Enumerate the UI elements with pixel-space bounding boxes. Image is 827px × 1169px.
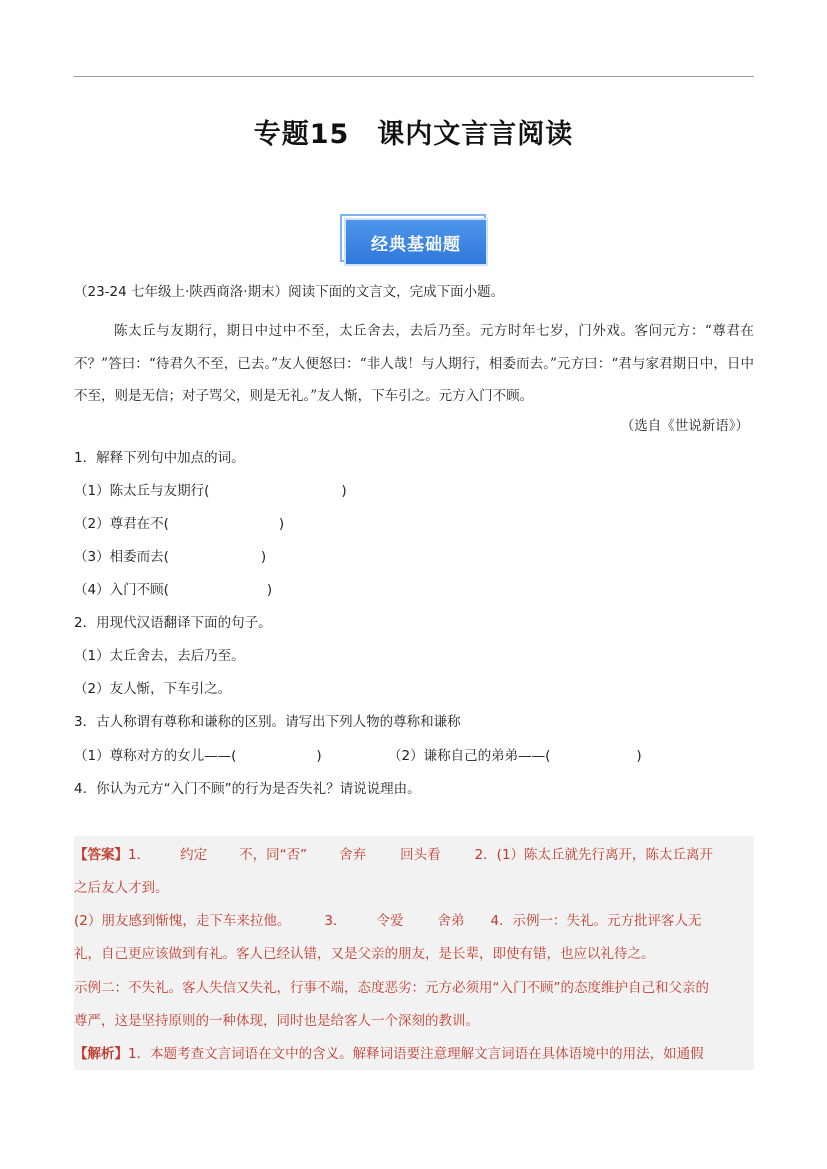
intro-text: （23-24 七年级上·陕西商洛·期末）阅读下面的文言文，完成下面小题。 (74, 284, 505, 300)
badge-label: 经典基础题 (346, 220, 486, 264)
question-1-4: （4）入门不顾( ) (74, 582, 273, 598)
page-title: 专题15 课内文言言阅读 (253, 119, 574, 150)
question-3: 3．古人称谓有尊称和谦称的区别。请写出下列人物的尊称和谦称 (74, 714, 461, 730)
answer-line-4: 礼，自己更应该做到有礼。客人已经认错，又是父亲的朋友，是长辈，即使有错，也应以礼待之。 (74, 946, 655, 962)
question-1-3: （3）相委而去( ) (74, 549, 267, 565)
question-2-1: （1）太丘舍去，去后乃至。 (74, 648, 245, 664)
question-3-2: （2）谦称自己的弟弟——( ) (388, 748, 642, 764)
header-rule (74, 76, 754, 77)
classical-passage: 陈太丘与友期行，期日中过中不至，太丘舍去，去后乃至。元方时年七岁，门外戏。客问元方：“尊君在不？”答曰：“待君久不至，已去。”友人便怒曰：“非人哉！与人期行，相委而去。”元方曰：“君与家君期日中，日中不至，则是无信；对子骂父，则是无礼。”友人惭，下车引之。元方入门不顾。 (74, 323, 754, 404)
question-4: 4．你认为元方“入门不顾”的行为是否失礼？请说说理由。 (74, 781, 421, 797)
question-1-1: （1）陈太丘与友期行( ) (74, 483, 347, 499)
answer-line-6: 尊严，这是坚持原则的一种体现，同时也是给客人一个深刻的教训。 (74, 1013, 479, 1029)
question-2: 2．用现代汉语翻译下面的句子。 (74, 615, 272, 631)
answer-line-2: 之后友人才到。 (74, 880, 169, 896)
question-3-1: （1）尊称对方的女儿——( ) (74, 748, 322, 764)
source-citation: （选自《世说新语》） (620, 418, 749, 434)
section-badge (340, 214, 490, 266)
question-1: 1．解释下列句中加点的词。 (74, 450, 245, 466)
analysis-line: 【解析】1．本题考查文言词语在文中的含义。解释词语要注意理解文言词语在具体语境中的用法，如通假 (74, 1046, 704, 1062)
question-1-2: （2）尊君在不( ) (74, 516, 285, 532)
answer-line-5: 示例二：不失礼。客人失信又失礼，行事不端，态度恶劣：元方必须用“入门不顾”的态度维护自己和父亲的 (74, 980, 709, 996)
answer-line-1: 【答案】1． 约定 不，同“否” 舍弃 回头看 2．(1）陈太丘就先行离开，陈太丘离开 (74, 847, 714, 863)
question-2-2: （2）友人惭，下车引之。 (74, 681, 232, 697)
answer-line-3: (2）朋友感到惭愧，走下车来拉他。 3． 令爱 舍弟 4．示例一：失礼。元方批评客人无 (74, 913, 702, 929)
